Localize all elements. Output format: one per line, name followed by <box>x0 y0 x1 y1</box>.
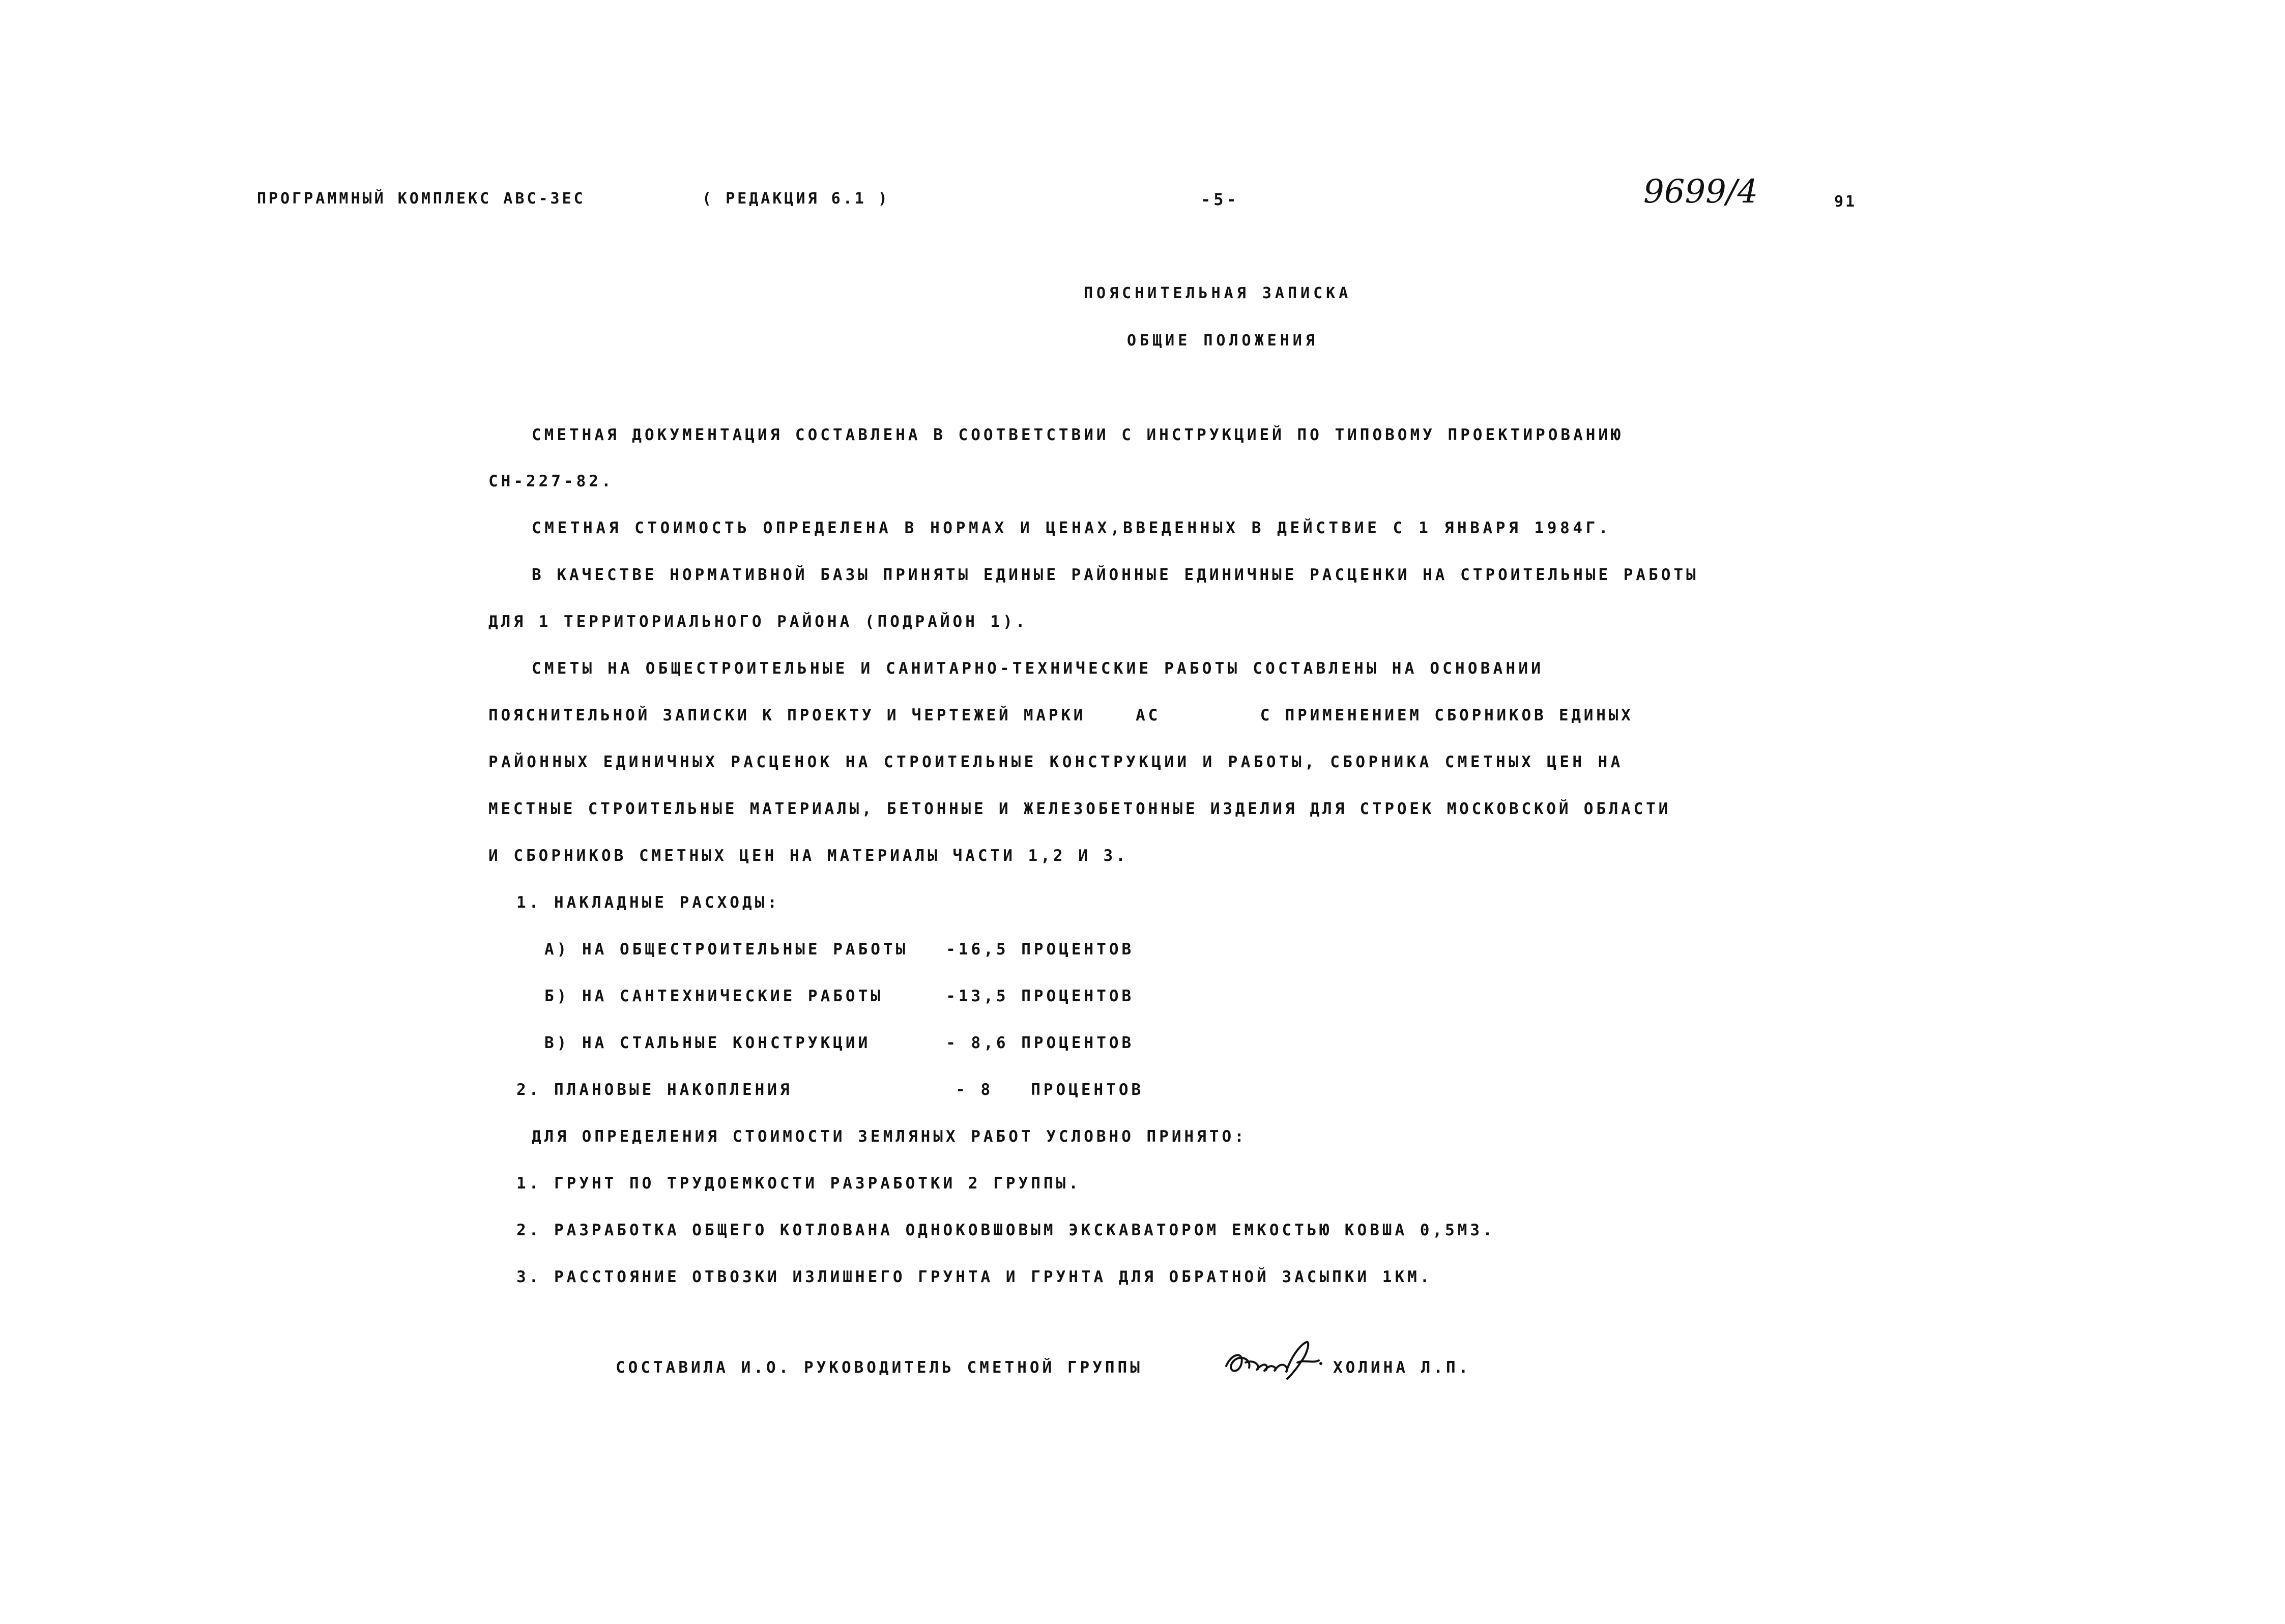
sheet-number: 91 <box>1834 193 1857 211</box>
signature-icon <box>1221 1338 1328 1384</box>
header-program: ПРОГРАММНЫЙ КОМПЛЕКС АВС-3ЕС <box>257 190 586 208</box>
header-edition: ( РЕДАКЦИЯ 6.1 ) <box>702 190 890 208</box>
list-item: 2. ПЛАНОВЫЕ НАКОПЛЕНИЯ - 8 ПРОЦЕНТОВ <box>516 1081 1144 1099</box>
body-line: СН-227-82. <box>488 472 614 490</box>
body-line: МЕСТНЫЕ СТРОИТЕЛЬНЫЕ МАТЕРИАЛЫ, БЕТОННЫЕ И ЖЕЛЕЗОБЕТОННЫЕ ИЗДЕЛИЯ ДЛЯ СТРОЕК МОСКОВСКОЙ ОБЛАСТИ <box>488 800 1671 818</box>
body-line: ДЛЯ ОПРЕДЕЛЕНИЯ СТОИМОСТИ ЗЕМЛЯНЫХ РАБОТ УСЛОВНО ПРИНЯТО: <box>532 1127 1247 1146</box>
compiler-name: ХОЛИНА Л.П. <box>1333 1358 1471 1377</box>
list-item: Б) НА САНТЕХНИЧЕСКИЕ РАБОТЫ -13,5 ПРОЦЕНТОВ <box>544 987 1135 1005</box>
compiled-by: СОСТАВИЛА И.О. РУКОВОДИТЕЛЬ СМЕТНОЙ ГРУППЫ <box>616 1358 1143 1377</box>
document-code: 9699/4 <box>1643 173 1758 211</box>
body-line: ПОЯСНИТЕЛЬНОЙ ЗАПИСКИ К ПРОЕКТУ И ЧЕРТЕЖЕЙ МАРКИ АС С ПРИМЕНЕНИЕМ СБОРНИКОВ ЕДИНЫХ <box>488 706 1634 724</box>
body-line: РАЙОННЫХ ЕДИНИЧНЫХ РАСЦЕНОК НА СТРОИТЕЛЬНЫЕ КОНСТРУКЦИИ И РАБОТЫ, СБОРНИКА СМЕТНЫХ ЦЕН НА <box>488 753 1624 771</box>
body-line: В КАЧЕСТВЕ НОРМАТИВНОЙ БАЗЫ ПРИНЯТЫ ЕДИНЫЕ РАЙОННЫЕ ЕДИНИЧНЫЕ РАСЦЕНКИ НА СТРОИТЕЛЬНЫЕ РАБОТЫ <box>532 566 1699 584</box>
list-item: 1. НАКЛАДНЫЕ РАСХОДЫ: <box>516 893 780 912</box>
list-item: В) НА СТАЛЬНЫЕ КОНСТРУКЦИИ - 8,6 ПРОЦЕНТОВ <box>544 1034 1135 1052</box>
body-line: СМЕТНАЯ СТОИМОСТЬ ОПРЕДЕЛЕНА В НОРМАХ И ЦЕНАХ,ВВЕДЕННЫХ В ДЕЙСТВИЕ С 1 ЯНВАРЯ 1984Г. <box>532 519 1612 537</box>
body-line: СМЕТНАЯ ДОКУМЕНТАЦИЯ СОСТАВЛЕНА В СООТВЕТСТВИИ С ИНСТРУКЦИЕЙ ПО ТИПОВОМУ ПРОЕКТИРОВАНИЮ <box>532 426 1624 444</box>
page-number: -5- <box>1201 190 1239 209</box>
body-line: ДЛЯ 1 ТЕРРИТОРИАЛЬНОГО РАЙОНА (ПОДРАЙОН 1). <box>488 613 1028 631</box>
page-title: ПОЯСНИТЕЛЬНАЯ ЗАПИСКА <box>1084 284 1352 302</box>
list-item: 2. РАЗРАБОТКА ОБЩЕГО КОТЛОВАНА ОДНОКОВШОВЫМ ЭКСКАВАТОРОМ ЕМКОСТЬЮ КОВША 0,5М3. <box>516 1221 1495 1239</box>
list-item: А) НА ОБЩЕСТРОИТЕЛЬНЫЕ РАБОТЫ -16,5 ПРОЦЕНТОВ <box>544 940 1135 959</box>
body-line: И СБОРНИКОВ СМЕТНЫХ ЦЕН НА МАТЕРИАЛЫ ЧАСТИ 1,2 И 3. <box>488 847 1129 865</box>
page-subtitle: ОБЩИЕ ПОЛОЖЕНИЯ <box>1127 332 1318 350</box>
list-item: 1. ГРУНТ ПО ТРУДОЕМКОСТИ РАЗРАБОТКИ 2 ГРУППЫ. <box>516 1174 1081 1193</box>
body-line: СМЕТЫ НА ОБЩЕСТРОИТЕЛЬНЫЕ И САНИТАРНО-ТЕХНИЧЕСКИЕ РАБОТЫ СОСТАВЛЕНЫ НА ОСНОВАНИИ <box>532 659 1544 678</box>
list-item: 3. РАССТОЯНИЕ ОТВОЗКИ ИЗЛИШНЕГО ГРУНТА И ГРУНТА ДЛЯ ОБРАТНОЙ ЗАСЫПКИ 1КМ. <box>516 1268 1433 1286</box>
